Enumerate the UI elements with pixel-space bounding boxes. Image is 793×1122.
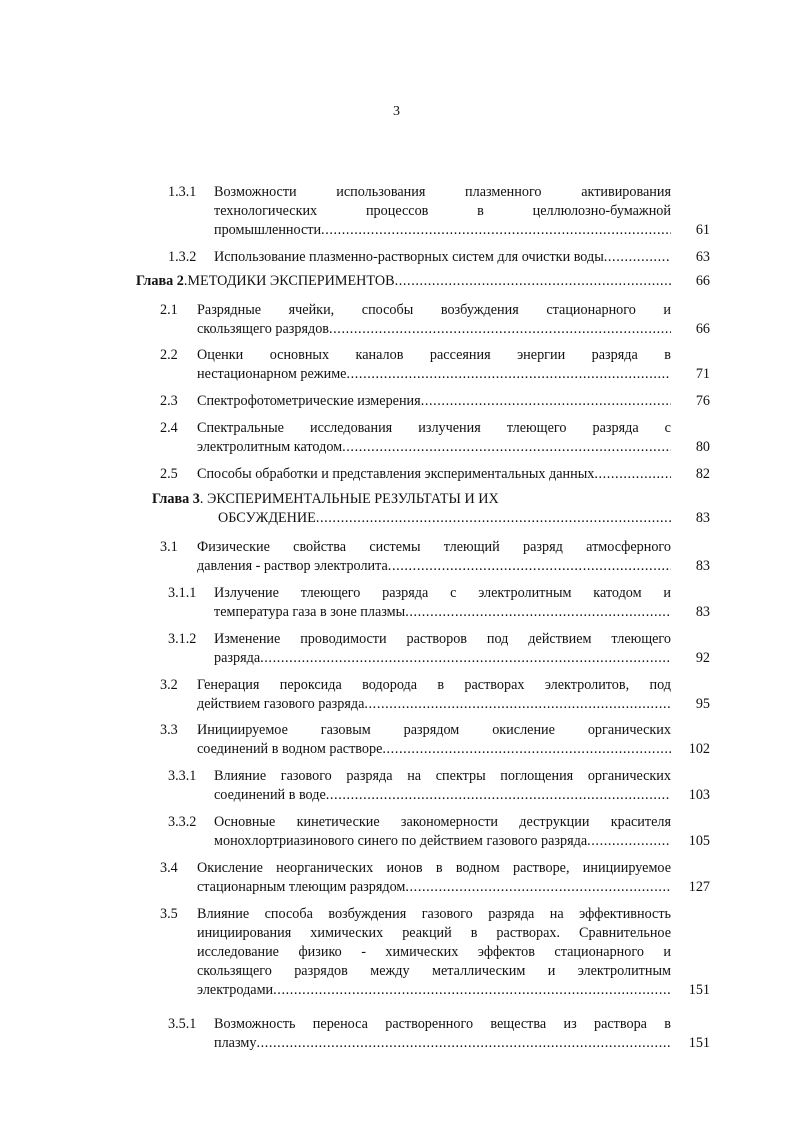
section-number: 3.3.2 [168, 814, 197, 830]
entry-title-line: Физические свойства системы тлеющий разряд атмосферного [197, 539, 671, 555]
page-ref: 66 [695, 321, 710, 337]
page-ref: 82 [695, 466, 710, 482]
toc-entry[interactable] [0, 301, 793, 339]
toc-entry[interactable] [0, 813, 793, 851]
dot-leader [405, 878, 671, 897]
toc-entry[interactable] [0, 1015, 793, 1053]
dot-leader [395, 272, 671, 291]
toc-entry[interactable] [0, 465, 793, 484]
toc-entry[interactable] [0, 905, 793, 1000]
page-ref: 76 [695, 393, 710, 409]
dot-leader [256, 1034, 671, 1053]
entry-title-line: Возможности использования плазменного активирования [214, 184, 671, 200]
entry-title-line: температура газа в зоне плазмы [214, 604, 406, 620]
section-number: 3.4 [160, 860, 178, 876]
entry-title-line: Излучение тлеющего разряда с электролитным катодом и [214, 585, 671, 601]
section-number: 3.2 [160, 677, 178, 693]
dot-leader [382, 740, 671, 759]
toc-entry[interactable] [0, 248, 793, 267]
page-ref: 71 [695, 366, 710, 382]
entry-title-line: Использование плазменно-растворных систем для очистки воды [214, 249, 604, 265]
entry-title-line: монохлортриазинового синего по действием газового разряда [214, 833, 588, 849]
toc-entry[interactable] [0, 183, 793, 240]
entry-title-line: Возможность переноса растворенного вещества из раствора в [214, 1016, 671, 1032]
section-number: 1.3.2 [168, 249, 197, 265]
toc-entry[interactable] [0, 538, 793, 576]
entry-title-line: Генерация пероксида водорода в растворах электролитов, под [197, 677, 671, 693]
section-number: 2.5 [160, 466, 178, 482]
page-number: 3 [393, 104, 400, 119]
page-ref: 151 [688, 1035, 710, 1051]
entry-title-line: действием газового разряда [197, 696, 365, 712]
entry-title-line: Спектрофотометрические измерения [197, 393, 421, 409]
section-number: 3.5 [160, 906, 178, 922]
entry-title-line: скользящего разрядов [197, 321, 330, 337]
entry-title-line: Разрядные ячейки, способы возбуждения стационарного и [197, 302, 671, 318]
section-number: 3.3 [160, 722, 178, 738]
toc-entry[interactable] [0, 419, 793, 457]
entry-title-line: соединений в воде [214, 787, 326, 803]
toc-entry[interactable] [0, 767, 793, 805]
section-number: 3.1 [160, 539, 178, 555]
entry-title-line: Влияние газового разряда на спектры поглощения органических [214, 768, 671, 784]
toc-entry[interactable] [0, 676, 793, 714]
page-ref: 63 [695, 249, 710, 265]
section-number: 3.1.1 [168, 585, 197, 601]
entry-title-line: нестационарном режиме [197, 366, 347, 382]
dot-leader [346, 365, 671, 384]
entry-title-line: технологических процессов в целлюлозно-бумажной [214, 203, 671, 219]
section-number: 3.3.1 [168, 768, 197, 784]
dot-leader [587, 832, 671, 851]
dot-leader [364, 695, 671, 714]
page-ref: 127 [688, 879, 710, 895]
page-ref: 102 [688, 741, 710, 757]
chapter-title-line: ЭКСПЕРИМЕНТАЛЬНЫЕ РЕЗУЛЬТАТЫ И ИХ [206, 491, 499, 507]
entry-title-line: Инициируемое газовым разрядом окисление органических [197, 722, 671, 738]
entry-title-line: исследование физико - химических эффектов стационарного и [197, 944, 671, 960]
chapter-title-line: ОБСУЖДЕНИЕ [218, 510, 316, 526]
page-ref: 66 [695, 273, 710, 289]
dot-leader [604, 248, 671, 267]
page-ref: 80 [695, 439, 710, 455]
dot-leader [594, 465, 671, 484]
chapter-label: Глава 3 [152, 491, 200, 507]
page-ref: 92 [695, 650, 710, 666]
dot-leader [405, 603, 671, 622]
chapter-title-line: МЕТОДИКИ ЭКСПЕРИМЕНТОВ [187, 273, 395, 289]
entry-title-line: разряда [214, 650, 261, 666]
toc-entry[interactable] [0, 721, 793, 759]
section-number: 2.4 [160, 420, 178, 436]
page-ref: 83 [695, 558, 710, 574]
page-ref: 61 [695, 222, 710, 238]
page-ref: 83 [695, 604, 710, 620]
section-number: 1.3.1 [168, 184, 197, 200]
dot-leader [273, 981, 671, 1000]
chapter-label: Глава 2 [136, 273, 184, 289]
toc-entry[interactable]: Глава 2 . МЕТОДИКИ ЭКСПЕРИМЕНТОВ ..... 66 [0, 272, 793, 291]
toc-entry[interactable] [0, 859, 793, 897]
section-number: 3.1.2 [168, 631, 197, 647]
toc-entry[interactable] [0, 630, 793, 668]
toc-entry[interactable] [0, 346, 793, 384]
entry-title-line: Спектральные исследования излучения тлеющего разряда с [197, 420, 671, 436]
section-number: 2.2 [160, 347, 178, 363]
entry-title-line: плазму [214, 1035, 257, 1051]
dot-leader [260, 649, 671, 668]
page-ref: 95 [695, 696, 710, 712]
dot-leader [342, 438, 671, 457]
entry-title-line: соединений в водном растворе [197, 741, 383, 757]
entry-title-line: Способы обработки и представления экспериментальных данных [197, 466, 595, 482]
dot-leader [329, 320, 671, 339]
dot-leader [388, 557, 671, 576]
section-number: 2.1 [160, 302, 178, 318]
dot-leader [321, 221, 671, 240]
toc-entry[interactable] [0, 584, 793, 622]
entry-title-line: Оценки основных каналов рассеяния энергии разряда в [197, 347, 671, 363]
entry-title-line: электролитным катодом [197, 439, 343, 455]
page-ref: 105 [688, 833, 710, 849]
section-number: 3.5.1 [168, 1016, 197, 1032]
entry-title-line: Основные кинетические закономерности деструкции красителя [214, 814, 671, 830]
section-number: 2.3 [160, 393, 178, 409]
page-ref: 83 [695, 510, 710, 526]
entry-title-line: электродами [197, 982, 274, 998]
entry-title-line: инициирования химических реакций в растворах. Сравнительное [197, 925, 671, 941]
entry-title-line: Изменение проводимости растворов под действием тлеющего [214, 631, 671, 647]
entry-title-line: Окисление неорганических ионов в водном растворе, инициируемое [197, 860, 671, 876]
entry-title-line: промышленности [214, 222, 322, 238]
entry-title-line: стационарным тлеющим разрядом [197, 879, 406, 895]
toc-entry[interactable] [0, 392, 793, 411]
entry-title-line: Влияние способа возбуждения газового разряда на эффективность [197, 906, 671, 922]
page-ref: 151 [688, 982, 710, 998]
dot-leader [326, 786, 671, 805]
toc-entry[interactable]: Глава 3. ЭКСПЕРИМЕНТАЛЬНЫЕ РЕЗУЛЬТАТЫ И ИХ ОБСУЖДЕНИЕ ..... 83 [0, 490, 793, 528]
entry-title-line: давления - раствор электролита [197, 558, 388, 574]
dot-leader [316, 509, 671, 528]
dot-leader [421, 392, 671, 411]
entry-title-line: скользящего разрядов между металлическим и электролитным [197, 963, 671, 979]
page-ref: 103 [688, 787, 710, 803]
